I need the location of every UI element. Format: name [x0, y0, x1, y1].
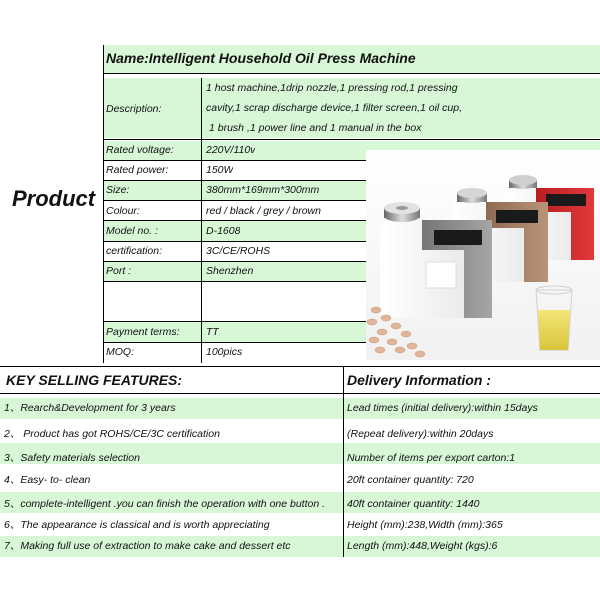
delivery-item: 40ft container quantity: 1440 — [347, 498, 480, 510]
description-line: cavity,1 scrap discharge device,1 filter screen,1 oil cup, — [206, 102, 463, 114]
feature-item: 3、Safety materials selection — [4, 452, 140, 464]
feature-item: 7、Making full use of extraction to make cake and dessert etc — [4, 540, 291, 552]
spec-value-port: Shenzhen — [206, 265, 254, 277]
spec-label-model: Model no. : — [106, 225, 158, 237]
feature-item: 6、The appearance is classical and is worth appreciating — [4, 519, 270, 531]
spec-value-colour: red / black / grey / brown — [206, 205, 321, 217]
oil-press-machines-photo — [366, 150, 600, 360]
payment-label: Payment terms: — [106, 326, 180, 338]
delivery-item: Length (mm):448,Weight (kgs):6 — [347, 540, 498, 552]
spec-label-certification: certification: — [106, 245, 163, 257]
feature-item: 5、complete-intelligent .you can finish the operation with one button . — [4, 498, 326, 510]
delivery-item: (Repeat delivery):within 20days — [347, 428, 494, 440]
delivery-heading: Delivery Information : — [347, 372, 491, 388]
description-label: Description: — [106, 103, 162, 115]
feature-item: 4、Easy- to- clean — [4, 474, 91, 486]
spec-value-power: 150W — [206, 164, 234, 176]
features-heading: KEY SELLING FEATURES: — [6, 372, 183, 388]
feature-item: 2、 Product has got ROHS/CE/3C certification — [4, 428, 220, 440]
spec-label-colour: Colour: — [106, 205, 140, 217]
spec-value-model: D-1608 — [206, 225, 241, 237]
delivery-item: Number of items per export carton:1 — [347, 452, 516, 464]
spec-value-certification: 3C/CE/ROHS — [206, 245, 271, 257]
description-value — [206, 78, 506, 138]
delivery-item: 20ft container quantity: 720 — [347, 474, 474, 486]
spec-label-power: Rated power: — [106, 164, 169, 176]
delivery-item: Lead times (initial delivery):within 15days — [347, 402, 538, 414]
delivery-item: Height (mm):238,Width (mm):365 — [347, 519, 503, 531]
spec-label-size: Size: — [106, 184, 130, 196]
payment-value: TT — [206, 326, 219, 338]
product-side-label: Product — [12, 186, 96, 211]
feature-item: 1、Rearch&Development for 3 years — [4, 402, 176, 414]
oil-cup — [536, 286, 572, 350]
moq-label: MOQ: — [106, 346, 134, 358]
product-name: Name:Intelligent Household Oil Press Machine — [106, 50, 416, 66]
description-line: 1 brush ,1 power line and 1 manual in the box — [209, 122, 422, 134]
description-line: 1 host machine,1drip nozzle,1 pressing rod,1 pressing — [206, 82, 458, 94]
moq-value: 100pics — [206, 346, 243, 358]
spec-label-voltage: Rated voltage: — [106, 144, 174, 156]
spec-value-size: 380mm*169mm*300mm — [206, 184, 320, 196]
spec-value-voltage: 220V/110v — [206, 144, 256, 156]
spec-label-port: Port : — [106, 265, 132, 277]
